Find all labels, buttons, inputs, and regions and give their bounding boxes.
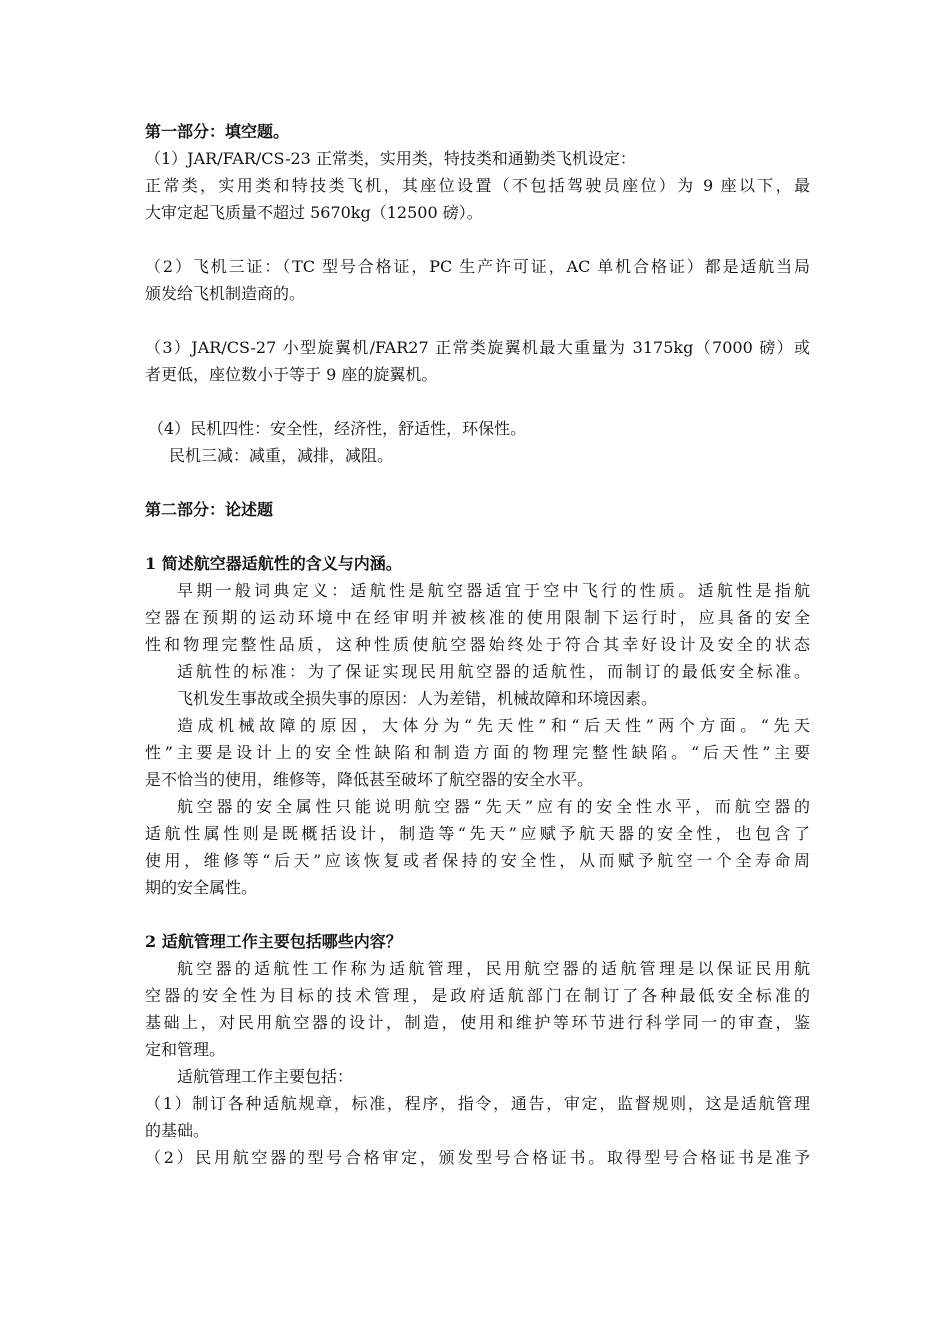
- q3-line-2: 者更低，座位数小于等于 9 座的旋翼机。: [145, 365, 438, 384]
- s1-p2: 适航性的标准：为了保证实现民用航空器的适航性，而制订的最低安全标准。: [177, 662, 810, 681]
- s2-item2-line-1: （2）民用航空器的型号合格审定，颁发型号合格证书。取得型号合格证书是准予: [145, 1148, 810, 1167]
- s2-p2: 适航管理工作主要包括：: [177, 1067, 354, 1086]
- s1-p1-line-2: 空器在预期的运动环境中在经审明并被核准的使用限制下运行时，应具备的安全: [145, 608, 810, 627]
- q1-line-1: 正常类，实用类和特技类飞机，其座位设置（不包括驾驶员座位）为 9 座以下，最: [145, 176, 810, 195]
- q1-line-2: 大审定起飞质量不超过 5670kg（12500 磅）。: [145, 203, 483, 222]
- spacer: [145, 901, 810, 928]
- spacer: [145, 469, 810, 496]
- q2-line-1: （2）飞机三证：（TC 型号合格证，PC 生产许可证，AC 单机合格证）都是适航当局: [145, 257, 810, 276]
- s1-p1-line-1: 早期一般词典定义：适航性是航空器适宜于空中飞行的性质。适航性是指航: [177, 581, 810, 600]
- s2-p1-line-2: 空器的安全性为目标的技术管理，是政府适航部门在制订了各种最低安全标准的: [145, 986, 810, 1005]
- s1-p3: 飞机发生事故或全损失事的原因：人为差错，机械故障和环境因素。: [177, 689, 658, 708]
- s2-p1-line-3: 基础上，对民用航空器的设计，制造，使用和维护等环节进行科学同一的审查，鉴: [145, 1013, 810, 1032]
- s1-p5-line-1: 航空器的安全属性只能说明航空器“先天”应有的安全性水平，而航空器的: [177, 797, 810, 816]
- s1-title: 1 简述航空器适航性的含义与内涵。: [145, 554, 402, 573]
- q3-line-1: （3）JAR/CS-27 小型旋翼机/FAR27 正常类旋翼机最大重量为 3175kg（7000 磅）或: [145, 338, 810, 357]
- spacer: [145, 523, 810, 550]
- s2-item1-line-1: （1）制订各种适航规章，标准，程序，指令，通告，审定，监督规则，这是适航管理: [145, 1094, 810, 1113]
- s2-p1-line-4: 定和管理。: [145, 1040, 226, 1059]
- s1-p4-line-1: 造成机械故障的原因，大体分为“先天性”和“后天性”两个方面。“先天: [177, 716, 810, 735]
- part2-heading: 第二部分：论述题: [145, 500, 274, 519]
- q1-intro: （1）JAR/FAR/CS-23 正常类，实用类，特技类和通勤类飞机设定：: [145, 149, 636, 168]
- s1-p4-line-2: 性”主要是设计上的安全性缺陷和制造方面的物理完整性缺陷。“后天性”主要: [145, 743, 810, 762]
- s1-p4-line-3: 是不恰当的使用，维修等，降低甚至破坏了航空器的安全水平。: [145, 770, 594, 789]
- q2-line-2: 颁发给飞机制造商的。: [145, 284, 306, 303]
- s2-item1-line-2: 的基础。: [145, 1121, 210, 1140]
- s1-p5-line-4: 期的安全属性。: [145, 878, 258, 897]
- spacer: [145, 226, 810, 253]
- q4-line-2: 民机三减：减重，减排，减阻。: [169, 446, 394, 465]
- s1-p1-line-3: 性和物理完整性品质，这种性质使航空器始终处于符合其幸好设计及安全的状态: [145, 635, 810, 654]
- s2-title: 2 适航管理工作主要包括哪些内容？: [145, 932, 402, 951]
- s1-p5-line-2: 适航性属性则是既概括设计，制造等“先天”应赋予航天器的安全性，也包含了: [145, 824, 810, 843]
- spacer: [145, 307, 810, 334]
- spacer: [145, 388, 810, 415]
- part1-heading: 第一部分：填空题。: [145, 122, 290, 141]
- s2-p1-line-1: 航空器的适航性工作称为适航管理，民用航空器的适航管理是以保证民用航: [177, 959, 810, 978]
- q4-line-1: （4）民机四性：安全性，经济性，舒适性，环保性。: [148, 419, 527, 438]
- s1-p5-line-3: 使用，维修等“后天”应该恢复或者保持的安全性，从而赋予航空一个全寿命周: [145, 851, 810, 870]
- document-page: [145, 118, 810, 1171]
